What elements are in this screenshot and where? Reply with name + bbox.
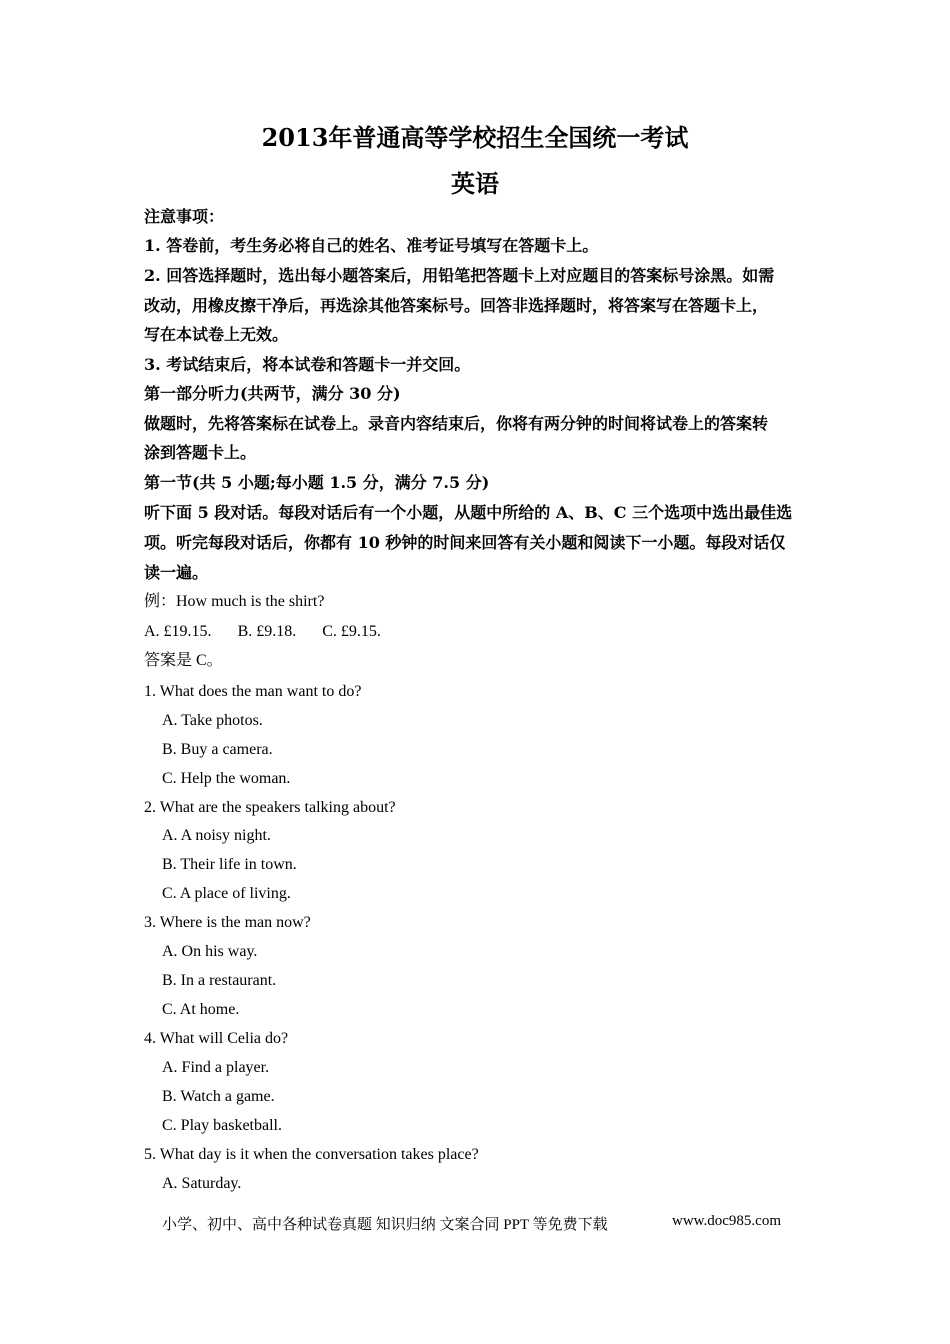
section1-intro-line-3: 读一遍。	[144, 563, 209, 582]
question-3-option-b: B. In a restaurant.	[162, 972, 277, 989]
example-question: 例：How much is the shirt?	[144, 593, 325, 610]
example-option-c: C. £9.15.	[322, 623, 381, 640]
question-1-option-a: A. Take photos.	[162, 712, 263, 729]
question-3: 3. Where is the man now?	[144, 914, 311, 931]
question-4: 4. What will Celia do?	[144, 1030, 289, 1047]
example-option-a: A. £19.15.	[144, 623, 212, 640]
example-option-b: B. £9.18.	[237, 623, 297, 640]
question-2: 2. What are the speakers talking about?	[144, 799, 396, 816]
note-item-3: 3. 考试结束后，将本试卷和答题卡一并交回。	[144, 355, 471, 374]
question-1: 1. What does the man want to do?	[144, 683, 362, 700]
page-footer	[162, 1213, 782, 1234]
note-item-2-line-2: 改动，用橡皮擦干净后，再选涂其他答案标号。回答非选择题时，将答案写在答题卡上，	[144, 296, 769, 315]
example-answer: 答案是 C。	[144, 652, 223, 669]
question-4-option-a: A. Find a player.	[162, 1059, 270, 1076]
example-options	[144, 622, 381, 642]
note-item-2-line-1: 2. 回答选择题时，选出每小题答案后，用铅笔把答题卡上对应题目的答案标号涂黑。如需	[144, 266, 775, 285]
part1-intro-line-1: 做题时，先将答案标在试卷上。录音内容结束后，你将有两分钟的时间将试卷上的答案转	[144, 414, 769, 433]
question-5: 5. What day is it when the conversation takes place?	[144, 1146, 479, 1163]
note-item-1: 1. 答卷前，考生务必将自己的姓名、准考证号填写在答题卡上。	[144, 236, 599, 255]
footer-text: 小学、初中、高中各种试卷真题 知识归纳 文案合同 PPT 等免费下载	[162, 1217, 608, 1233]
footer-url[interactable]: www.doc985.com	[672, 1213, 782, 1229]
note-item-2-line-3: 写在本试卷上无效。	[144, 325, 289, 344]
section1-intro-line-2: 项。听完每段对话后，你都有 10 秒钟的时间来回答有关小题和阅读下一小题。每段对话仅	[144, 533, 786, 552]
subject-title: 英语	[451, 169, 499, 198]
question-2-option-c: C. A place of living.	[162, 885, 291, 902]
question-4-option-c: C. Play basketball.	[162, 1117, 282, 1134]
exam-title: 2013年普通高等学校招生全国统一考试	[261, 123, 689, 152]
section1-heading: 第一节(共 5 小题;每小题 1.5 分，满分 7.5 分)	[144, 473, 490, 492]
question-2-option-b: B. Their life in town.	[162, 856, 297, 873]
section1-intro-line-1: 听下面 5 段对话。每段对话后有一个小题，从题中所给的 A、B、C 三个选项中选出最佳选	[144, 503, 793, 522]
question-1-option-c: C. Help the woman.	[162, 770, 291, 787]
part1-intro-line-2: 涂到答题卡上。	[144, 443, 257, 462]
question-3-option-a: A. On his way.	[162, 943, 258, 960]
notes-heading: 注意事项：	[144, 207, 225, 226]
question-5-option-a: A. Saturday.	[162, 1175, 242, 1192]
question-3-option-c: C. At home.	[162, 1001, 240, 1018]
question-2-option-a: A. A noisy night.	[162, 827, 271, 844]
question-1-option-b: B. Buy a camera.	[162, 741, 273, 758]
question-4-option-b: B. Watch a game.	[162, 1088, 275, 1105]
part1-heading: 第一部分听力(共两节，满分 30 分)	[144, 384, 401, 403]
